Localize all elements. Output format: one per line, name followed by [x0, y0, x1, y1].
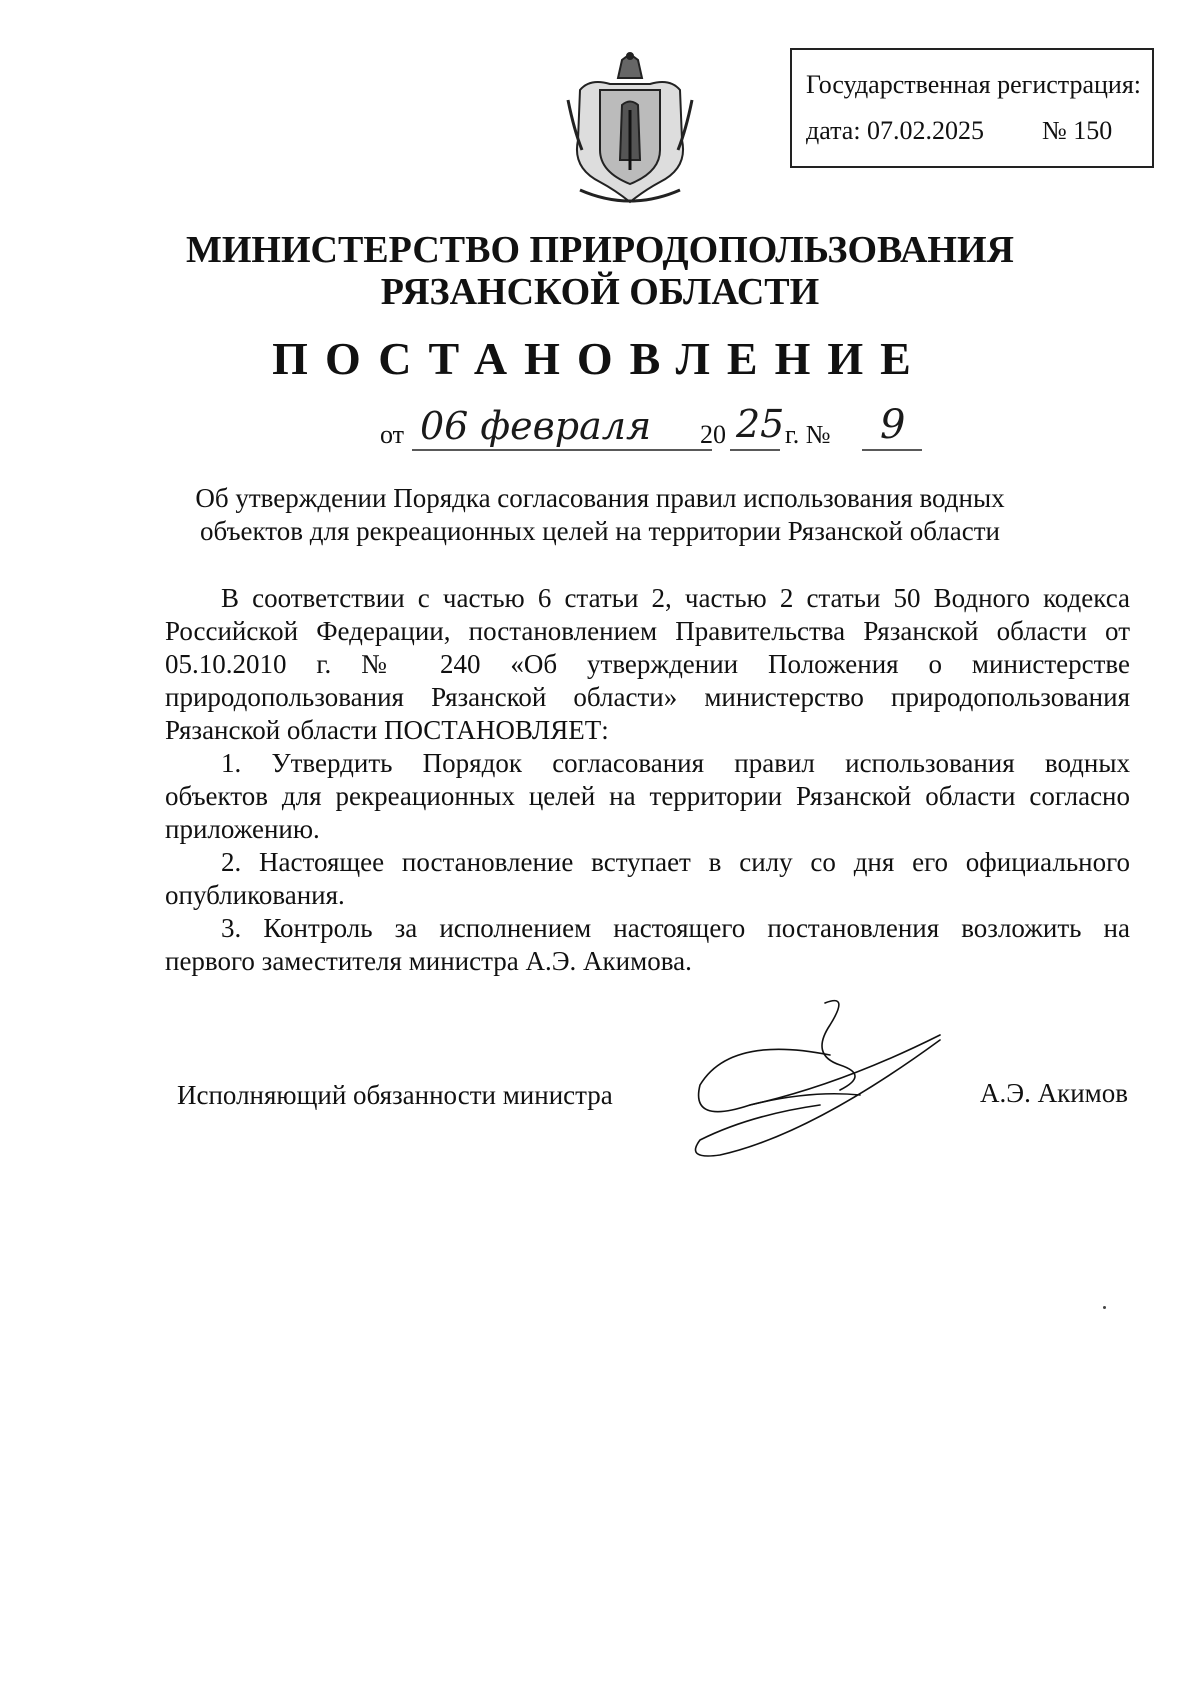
preamble-line: природопользования Рязанской области» министерство природопользования	[165, 682, 1130, 712]
signatory-role: Исполняющий обязанности министра	[177, 1080, 613, 1110]
item-1-line: приложению.	[165, 814, 320, 844]
document-title-line2: объектов для рекреационных целей на территории Рязанской области	[200, 516, 1000, 546]
signatory-name: А.Э. Акимов	[980, 1078, 1128, 1108]
item-2-line: 2. Настоящее постановление вступает в силу со дня его официального	[221, 847, 1130, 877]
coat-of-arms-emblem	[560, 50, 700, 210]
year-prefix: 20	[700, 420, 726, 449]
ministry-name-line2: РЯЗАНСКОЙ ОБЛАСТИ	[380, 271, 820, 313]
year-underline	[730, 448, 780, 452]
handwritten-signature	[690, 995, 970, 1175]
number-label: г. №	[785, 420, 831, 449]
number-underline	[862, 448, 922, 452]
item-1-line: объектов для рекреационных целей на территории Рязанской области согласно	[165, 781, 1130, 811]
handwritten-year: 25	[736, 402, 785, 446]
handwritten-number: 9	[880, 402, 906, 448]
item-1-line: 1. Утвердить Порядок согласования правил использования водных	[221, 748, 1130, 778]
registration-stamp-box	[790, 48, 1154, 168]
item-2-line: опубликования.	[165, 880, 345, 910]
registration-number: № 150	[1042, 116, 1113, 145]
date-prefix: от	[380, 420, 405, 449]
registration-title: Государственная регистрация:	[806, 70, 1142, 99]
document-title-line1: Об утверждении Порядка согласования правил использования водных	[195, 483, 1005, 513]
date-underline	[412, 448, 712, 452]
document-body	[165, 582, 1130, 978]
document-type-heading: ПОСТАНОВЛЕНИЕ	[272, 333, 928, 384]
registration-date: дата: 07.02.2025	[806, 116, 985, 145]
preamble-line: 05.10.2010 г. № 240 «Об утверждении Положения о министерстве	[165, 649, 1130, 679]
item-3-line: первого заместителя министра А.Э. Акимова.	[165, 946, 692, 976]
item-3-line: 3. Контроль за исполнением настоящего постановления возложить на	[221, 913, 1130, 943]
preamble-line: Рязанской области ПОСТАНОВЛЯЕТ:	[165, 715, 609, 745]
preamble-line: В соответствии с частью 6 статьи 2, частью 2 статьи 50 Водного кодекса	[221, 583, 1130, 613]
scan-speck	[1103, 1306, 1106, 1309]
ministry-name-line1: МИНИСТЕРСТВО ПРИРОДОПОЛЬЗОВАНИЯ	[185, 229, 1014, 271]
preamble-line: Российской Федерации, постановлением Правительства Рязанской области от	[165, 616, 1130, 646]
handwritten-date: 06 февраля	[420, 404, 652, 448]
